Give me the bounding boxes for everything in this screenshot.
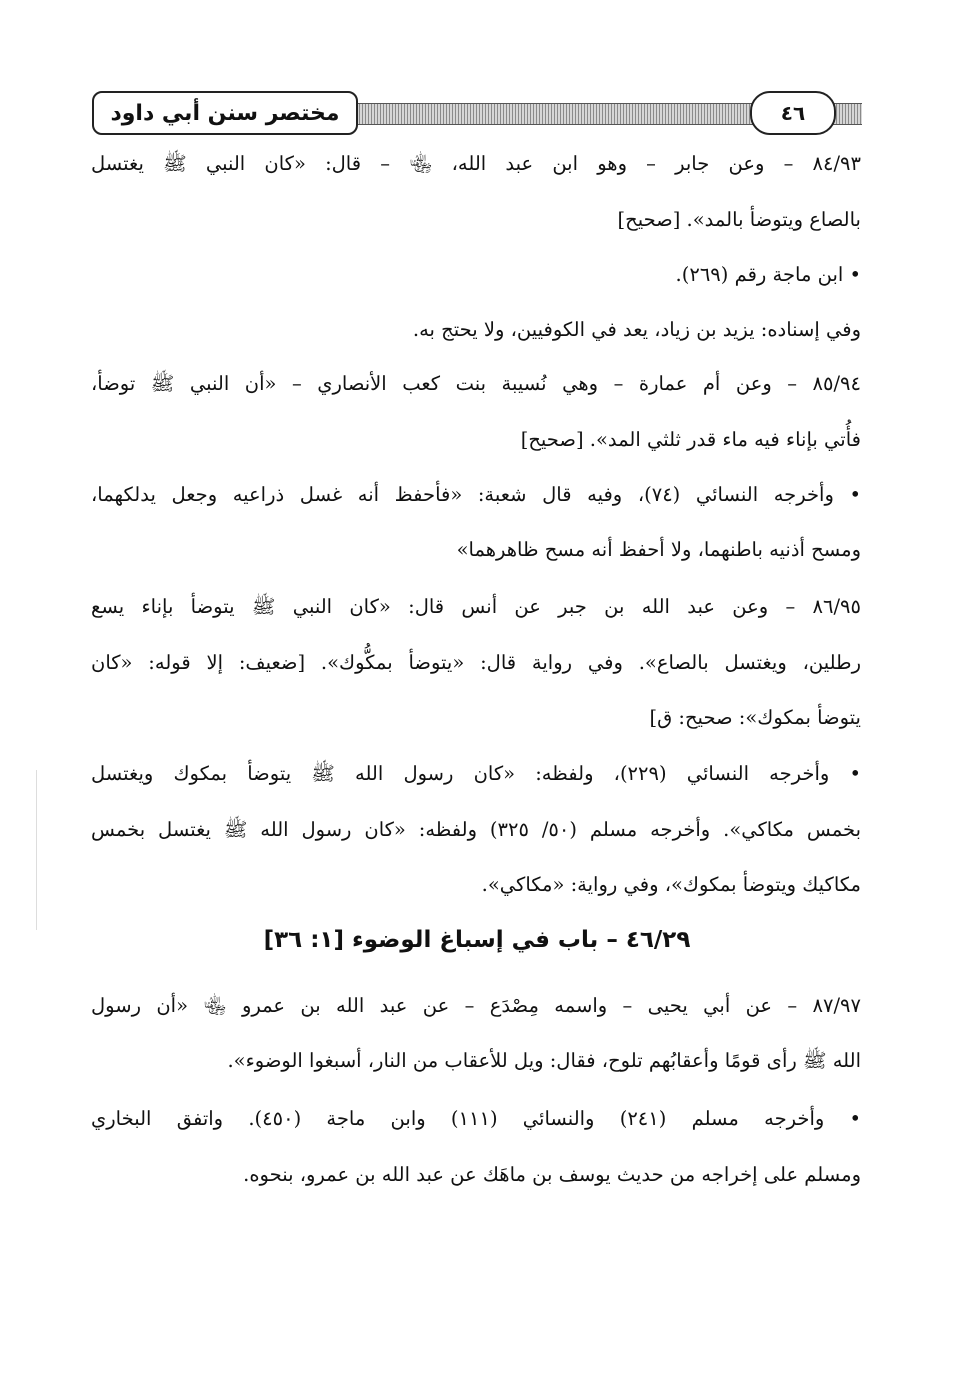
takhrij-95-line-1: • وأخرجه النسائي (٢٢٩)، ولفظه: «كان رسول الله ﷺ يتوضأ بمكوك ويغتسل <box>91 762 861 785</box>
takhrij-97-line-2: ومسلم على إخراجه من حديث يوسف بن ماهَك عن عبد الله بن عمرو، بنحوه. <box>243 1163 861 1186</box>
book-title: مختصر سنن أبي داود <box>92 91 358 135</box>
hadith-97-line-2: الله ﷺ رأى قومًا وأعقابُهم تلوح، فقال: ويل للأعقاب من النار، أسبغوا الوضوء». <box>227 1049 861 1072</box>
hadith-95-line-2: رطلين، ويغتسل بالصاع». وفي رواية قال: «يتوضأ بمكُّوك». [ضعيف: إلا قوله: «كان <box>91 651 861 674</box>
hadith-93-line-2: بالصاع ويتوضأ بالمد». [صحيح] <box>617 208 861 231</box>
hadith-95-line-3: يتوضأ بمكوك»: صحيح: ق] <box>649 706 861 729</box>
hadith-97-line-1: ٨٧/٩٧ – عن أبي يحيى – واسمه مِصْدَع – عن عبد الله بن عمرو ﵄ «أن رسول <box>91 994 861 1017</box>
hadith-95-line-1: ٨٦/٩٥ – وعن عبد الله بن جبر عن أنس قال: «كان النبي ﷺ يتوضأ بإناء يسع <box>91 595 861 618</box>
hadith-93-line-1: ٨٤/٩٣ – وعن جابر – وهو ابن عبد الله، ﵄ – قال: «كان النبي ﷺ يغتسل <box>91 152 861 175</box>
takhrij-95-line-2: بخمس مكاكي». وأخرجه مسلم (٥٠/ ٣٢٥) ولفظه: «كان رسول الله ﷺ يغتسل بخمس <box>91 818 861 841</box>
margin-scan-line <box>36 770 37 930</box>
hadith-94-line-2: فأُتي بإناء فيه ماء قدر ثلثي المد». [صحيح] <box>520 428 861 451</box>
note-93: وفي إسناده: يزيد بن زياد، يعد في الكوفيين، ولا يحتج به. <box>412 318 861 341</box>
takhrij-94-line-1: • وأخرجه النسائي (٧٤)، وفيه قال شعبة: «فأحفظ أنه غسل ذراعيه وجعل يدلكهما، <box>91 483 861 506</box>
page-number: ٤٦ <box>750 91 836 135</box>
takhrij-97-line-1: • وأخرجه مسلم (٢٤١) والنسائي (١١١) وابن ماجة (٤٥٠). واتفق البخاري <box>91 1107 862 1130</box>
takhrij-93: • ابن ماجة رقم (٢٦٩). <box>675 263 861 286</box>
running-header <box>92 97 862 131</box>
takhrij-95-line-3: مكاكيك ويتوضأ بمكوك»، وفي رواية: «مكاكي». <box>481 873 861 896</box>
chapter-heading: ٤٦/٢٩ – باب في إسباغ الوضوء [١: ٣٦] <box>263 927 691 953</box>
hadith-94-line-1: ٨٥/٩٤ – وعن أم عمارة – وهي نُسيبة بنت كعب الأنصاري – «أن النبي ﷺ توضأ، <box>91 372 861 395</box>
takhrij-94-line-2: ومسح أذنيه باطنهما، ولا أحفظ أنه مسح ظاهرهما» <box>456 538 861 561</box>
